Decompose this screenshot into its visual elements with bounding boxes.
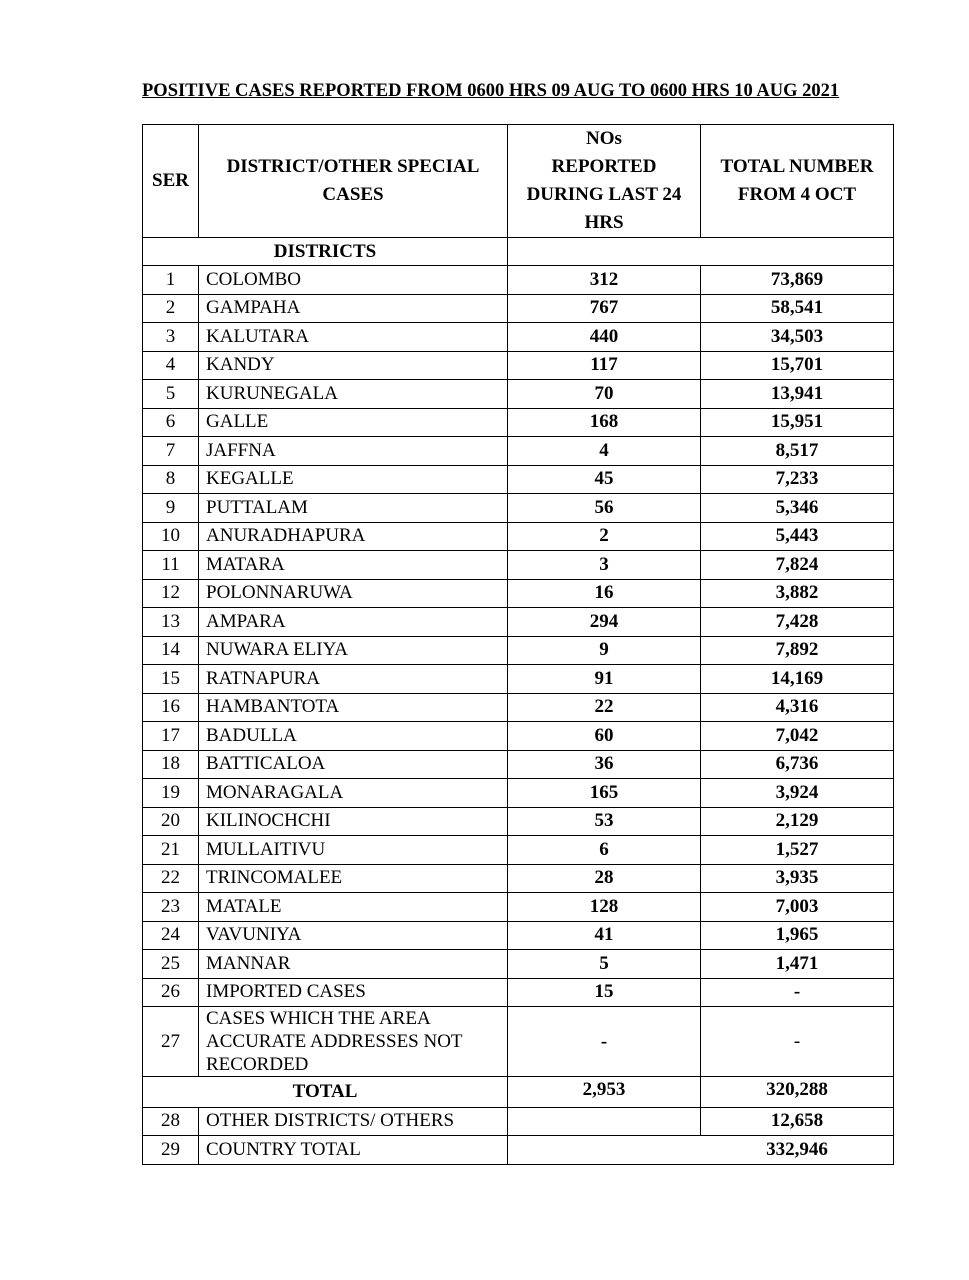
row-ser: 17	[143, 722, 199, 751]
row-last24: 3	[508, 551, 701, 580]
total-last24: 2,953	[508, 1077, 701, 1108]
row-last24: 117	[508, 351, 701, 380]
row-total: 14,169	[701, 665, 894, 694]
table-row	[143, 608, 894, 637]
row-district: IMPORTED CASES	[199, 978, 508, 1007]
row-ser: 24	[143, 921, 199, 950]
row-ser: 10	[143, 522, 199, 551]
row-last24: 15	[508, 978, 701, 1007]
row-last24: -	[508, 1007, 701, 1077]
row-total: 6,736	[701, 750, 894, 779]
table-row	[143, 522, 894, 551]
row-total: 7,003	[701, 893, 894, 922]
row-district: POLONNARUWA	[199, 579, 508, 608]
section-label: DISTRICTS	[143, 238, 508, 266]
table-row	[143, 665, 894, 694]
header-ser: SER	[143, 125, 199, 238]
table-row	[143, 408, 894, 437]
row-district: RATNAPURA	[199, 665, 508, 694]
row-last24: 312	[508, 266, 701, 295]
table-row	[143, 807, 894, 836]
row-ser: 11	[143, 551, 199, 580]
row-district: KURUNEGALA	[199, 380, 508, 409]
row-ser: 2	[143, 294, 199, 323]
row-total: 5,346	[701, 494, 894, 523]
table-row-28	[143, 1107, 894, 1136]
row-last24: 165	[508, 779, 701, 808]
row-last24: 4	[508, 437, 701, 466]
row-district: KILINOCHCHI	[199, 807, 508, 836]
table-row	[143, 978, 894, 1007]
table-row	[143, 380, 894, 409]
row-last24: 294	[508, 608, 701, 637]
row-last24: 9	[508, 636, 701, 665]
row-last24: 70	[508, 380, 701, 409]
row-ser: 9	[143, 494, 199, 523]
row-ser: 29	[143, 1136, 199, 1165]
row-ser: 20	[143, 807, 199, 836]
row-ser: 28	[143, 1107, 199, 1136]
row-district: COUNTRY TOTAL	[199, 1136, 508, 1165]
row-last24: 60	[508, 722, 701, 751]
table-row	[143, 636, 894, 665]
row-ser: 5	[143, 380, 199, 409]
row-last24: 6	[508, 836, 701, 865]
total-label: TOTAL	[143, 1077, 508, 1108]
row-district: PUTTALAM	[199, 494, 508, 523]
row-ser: 21	[143, 836, 199, 865]
row-district: BATTICALOA	[199, 750, 508, 779]
row-total: 7,428	[701, 608, 894, 637]
row-total: 34,503	[701, 323, 894, 352]
row-total: 2,129	[701, 807, 894, 836]
row-last24: 767	[508, 294, 701, 323]
row-district: BADULLA	[199, 722, 508, 751]
row-district: JAFFNA	[199, 437, 508, 466]
table-row	[143, 437, 894, 466]
table-row	[143, 351, 894, 380]
table-row	[143, 266, 894, 295]
row-total: 13,941	[701, 380, 894, 409]
header-district: DISTRICT/OTHER SPECIAL CASES	[199, 125, 508, 238]
row-total: 15,951	[701, 408, 894, 437]
total-row	[143, 1077, 894, 1108]
row-ser: 3	[143, 323, 199, 352]
row-ser: 18	[143, 750, 199, 779]
row-ser: 1	[143, 266, 199, 295]
row-ser: 4	[143, 351, 199, 380]
row-last24: 2	[508, 522, 701, 551]
row-ser: 12	[143, 579, 199, 608]
row-last24: 91	[508, 665, 701, 694]
row-total: 3,882	[701, 579, 894, 608]
row-total: 3,924	[701, 779, 894, 808]
row-total: 58,541	[701, 294, 894, 323]
row-total: 4,316	[701, 693, 894, 722]
table-body	[143, 238, 894, 1007]
row-last24: 16	[508, 579, 701, 608]
row-ser: 14	[143, 636, 199, 665]
row-total: 8,517	[701, 437, 894, 466]
table-row	[143, 779, 894, 808]
row-ser: 22	[143, 864, 199, 893]
row-total: -	[701, 1007, 894, 1077]
header-row	[143, 125, 894, 238]
table-row-29	[143, 1136, 894, 1165]
row-total: 12,658	[701, 1107, 894, 1136]
row-district: VAVUNIYA	[199, 921, 508, 950]
row-last24: 440	[508, 323, 701, 352]
table-row	[143, 551, 894, 580]
section-districts	[143, 238, 894, 266]
row-district: HAMBANTOTA	[199, 693, 508, 722]
row-ser: 16	[143, 693, 199, 722]
row-total: 3,935	[701, 864, 894, 893]
table-row	[143, 494, 894, 523]
row-district: MATARA	[199, 551, 508, 580]
row-district: MANNAR	[199, 950, 508, 979]
row-district: MATALE	[199, 893, 508, 922]
row-ser: 23	[143, 893, 199, 922]
row-last24: 45	[508, 465, 701, 494]
table-footer	[143, 1007, 894, 1165]
row-last24: 168	[508, 408, 701, 437]
row-total: -	[701, 978, 894, 1007]
row-last24: 128	[508, 893, 701, 922]
row-ser: 25	[143, 950, 199, 979]
table-row	[143, 893, 894, 922]
row-district: CASES WHICH THE AREA ACCURATE ADDRESSES NOT RECORDED	[199, 1007, 508, 1077]
row-district: KANDY	[199, 351, 508, 380]
row-district: GALLE	[199, 408, 508, 437]
row-last24: 5	[508, 950, 701, 979]
row-district: ANURADHAPURA	[199, 522, 508, 551]
row-total: 1,527	[701, 836, 894, 865]
row-total: 1,471	[701, 950, 894, 979]
table-row-27	[143, 1007, 894, 1077]
row-total: 15,701	[701, 351, 894, 380]
row-last24: 41	[508, 921, 701, 950]
table-row	[143, 921, 894, 950]
row-ser: 7	[143, 437, 199, 466]
row-total: 7,824	[701, 551, 894, 580]
row-district: KALUTARA	[199, 323, 508, 352]
document-title: POSITIVE CASES REPORTED FROM 0600 HRS 09 AUG TO 0600 HRS 10 AUG 2021	[142, 81, 840, 101]
row-total: 7,042	[701, 722, 894, 751]
row-total: 5,443	[701, 522, 894, 551]
table-row	[143, 693, 894, 722]
row-last24: 22	[508, 693, 701, 722]
table-row	[143, 864, 894, 893]
table-row	[143, 579, 894, 608]
row-district: GAMPAHA	[199, 294, 508, 323]
row-ser: 6	[143, 408, 199, 437]
row-district: MONARAGALA	[199, 779, 508, 808]
row-total: 1,965	[701, 921, 894, 950]
total-total: 320,288	[701, 1077, 894, 1108]
row-ser: 19	[143, 779, 199, 808]
row-total: 73,869	[701, 266, 894, 295]
row-total: 332,946	[508, 1136, 894, 1165]
header-total: TOTAL NUMBER FROM 4 OCT	[701, 125, 894, 238]
row-district: NUWARA ELIYA	[199, 636, 508, 665]
row-district: KEGALLE	[199, 465, 508, 494]
row-ser: 26	[143, 978, 199, 1007]
table-row	[143, 722, 894, 751]
row-total: 7,233	[701, 465, 894, 494]
row-total: 7,892	[701, 636, 894, 665]
table-row	[143, 950, 894, 979]
row-ser: 15	[143, 665, 199, 694]
table-row	[143, 294, 894, 323]
header-reported: NOs REPORTED DURING LAST 24 HRS	[508, 125, 701, 238]
row-last24: 28	[508, 864, 701, 893]
table-row	[143, 465, 894, 494]
row-district: COLOMBO	[199, 266, 508, 295]
table-row	[143, 323, 894, 352]
cases-table	[142, 124, 894, 1165]
row-last24: 36	[508, 750, 701, 779]
table-row	[143, 836, 894, 865]
row-district: OTHER DISTRICTS/ OTHERS	[199, 1107, 508, 1136]
table-row	[143, 750, 894, 779]
row-last24: 56	[508, 494, 701, 523]
row-ser: 8	[143, 465, 199, 494]
row-ser: 27	[143, 1007, 199, 1077]
row-last24: 53	[508, 807, 701, 836]
row-district: AMPARA	[199, 608, 508, 637]
row-ser: 13	[143, 608, 199, 637]
row-district: TRINCOMALEE	[199, 864, 508, 893]
row-district: MULLAITIVU	[199, 836, 508, 865]
